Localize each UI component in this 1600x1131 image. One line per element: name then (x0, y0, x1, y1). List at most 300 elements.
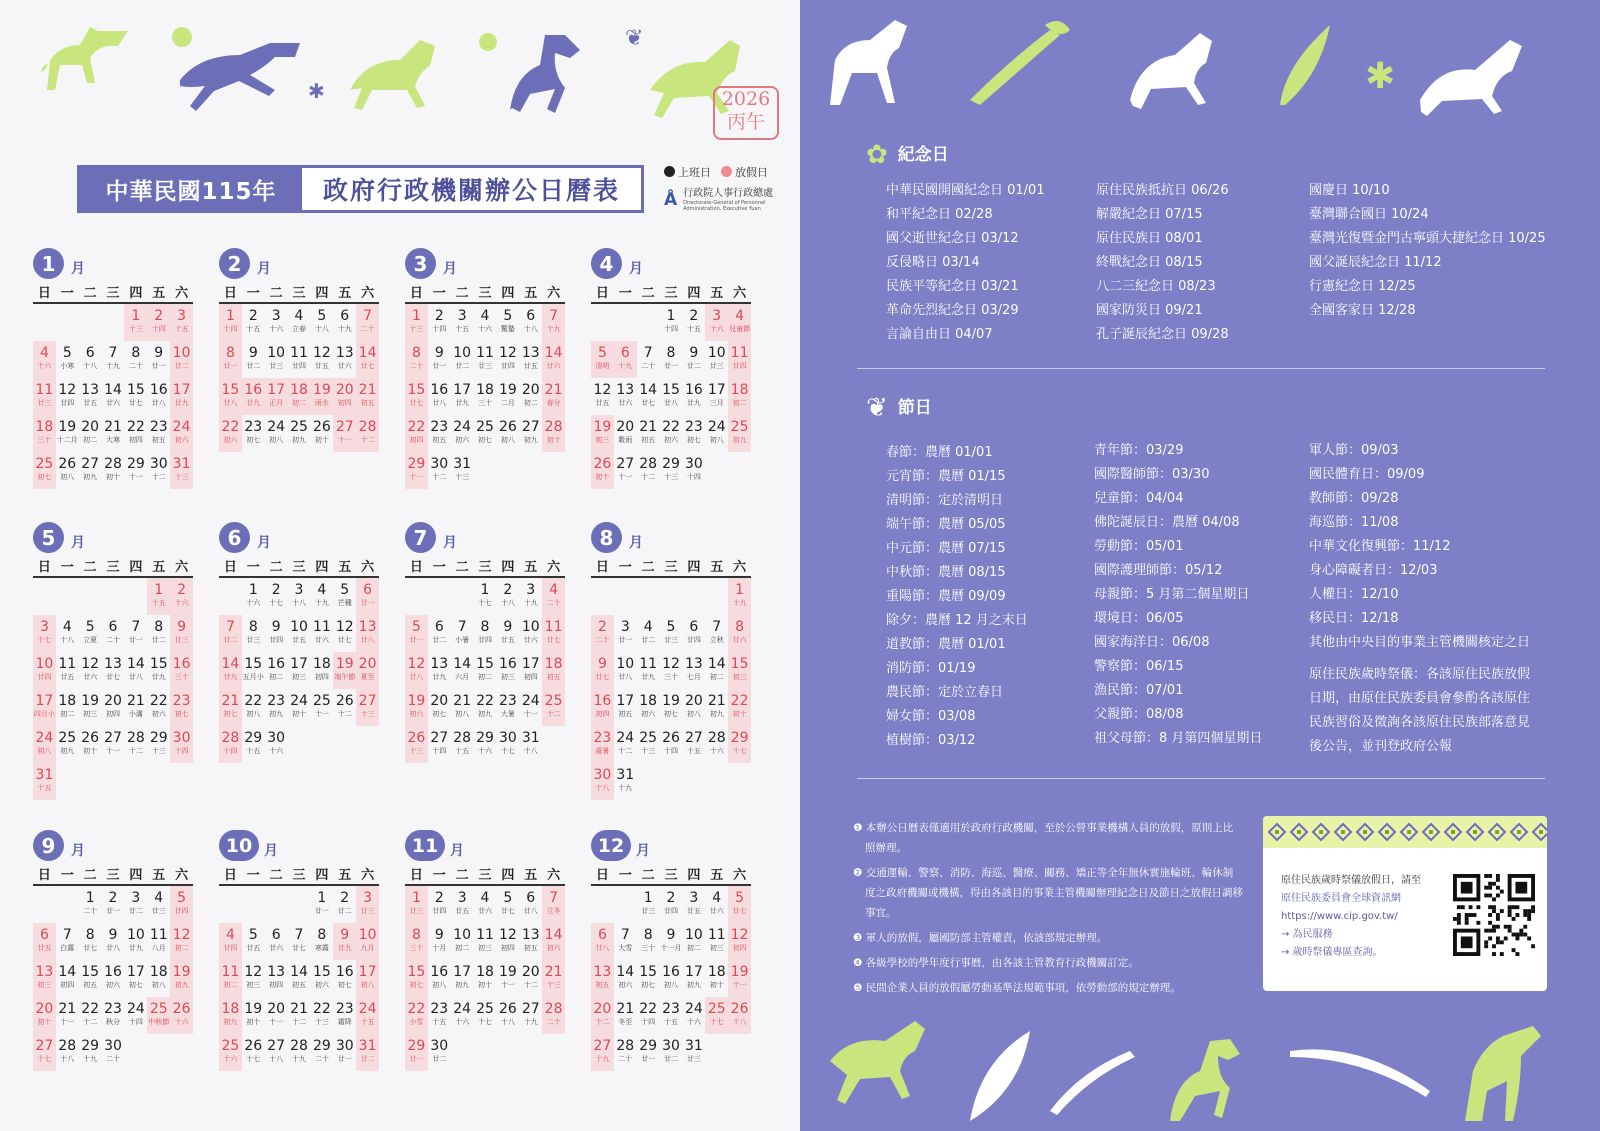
lunar-date: 十四 (641, 1018, 656, 1026)
lunar-date: 初八 (246, 710, 261, 718)
day-cell (637, 652, 660, 689)
day-grid (33, 886, 193, 1071)
month-header (219, 522, 379, 558)
day-number: 1 (643, 890, 653, 906)
month-header (405, 522, 565, 558)
day-number: 1 (225, 308, 235, 324)
festival-item: 勞動節：05/01 (1094, 539, 1184, 554)
lunar-date: 十三 (314, 1018, 329, 1026)
lunar-date: 初八 (664, 981, 678, 989)
lunar-date: 十五 (174, 325, 189, 333)
holiday-cell (219, 997, 242, 1034)
day-number: 2 (340, 890, 350, 906)
holiday-cell (170, 304, 193, 341)
weekday-label: 二 (83, 560, 97, 575)
weekday-label: 二 (455, 560, 469, 575)
day-number: 27 (521, 1001, 540, 1017)
day-number: 15 (221, 382, 240, 398)
day-cell (474, 652, 497, 689)
holiday-cell (265, 378, 288, 415)
day-cell (519, 689, 542, 726)
holiday-cell (728, 615, 751, 652)
lunar-date: 廿二 (128, 907, 143, 915)
empty-cell (33, 304, 56, 341)
day-number: 5 (735, 890, 745, 906)
day-number: 23 (104, 1001, 122, 1017)
holiday-cell (591, 763, 614, 800)
day-grid (591, 578, 751, 800)
day-number: 29 (149, 730, 168, 746)
holiday-cell (356, 578, 379, 615)
weekday-label: 三 (478, 286, 492, 301)
day-number: 30 (498, 730, 517, 746)
lunar-date: 初十 (478, 981, 492, 989)
festival-item: 母親節：5 月第二個星期日 (1094, 587, 1250, 602)
day-number: 15 (312, 964, 331, 980)
lunar-date: 初九 (478, 710, 492, 718)
weekday-header (219, 558, 379, 578)
day-cell (79, 689, 102, 726)
lunar-date: 十二 (618, 747, 633, 755)
day-number: 26 (58, 456, 77, 472)
day-cell (333, 689, 356, 726)
day-cell (474, 615, 497, 652)
lunar-date: 初六 (546, 944, 561, 952)
day-number: 30 (335, 1038, 354, 1054)
weekday-label: 日 (223, 286, 237, 301)
lunar-date: 十七 (709, 1018, 724, 1026)
day-cell (102, 689, 125, 726)
day-cell (333, 886, 356, 923)
day-cell (682, 923, 705, 960)
day-cell (102, 726, 125, 763)
day-cell (242, 997, 265, 1034)
holiday-cell (219, 960, 242, 997)
day-number: 8 (643, 927, 653, 943)
weekday-label: 六 (361, 560, 375, 575)
holiday-cell (33, 341, 56, 378)
day-number: 10 (358, 927, 377, 943)
festival-item: 國際醫師節：03/30 (1094, 467, 1210, 482)
day-number: 23 (172, 693, 191, 709)
holiday-cell (33, 652, 56, 689)
day-cell (519, 378, 542, 415)
holiday-cell (356, 652, 379, 689)
day-number: 4 (712, 890, 722, 906)
empty-cell (682, 578, 705, 615)
lunar-date: 二十 (314, 1055, 329, 1063)
holiday-cell (356, 960, 379, 997)
weekday-label: 四 (501, 560, 515, 575)
holiday-cell (219, 726, 242, 763)
day-number: 22 (476, 693, 494, 709)
day-number: 20 (521, 382, 540, 398)
day-number: 8 (248, 619, 258, 635)
lunar-date: 十五 (246, 747, 261, 755)
day-cell (79, 1034, 102, 1071)
festival-item: 青年節：03/29 (1094, 443, 1184, 458)
day-cell (310, 415, 333, 452)
day-cell (682, 378, 705, 415)
memorial-item: 民族平等紀念日 03/21 (886, 279, 1019, 294)
month-header (591, 522, 751, 558)
flower-icon (172, 27, 192, 47)
weekday-label: 三 (106, 868, 120, 883)
lunar-date: 廿七 (360, 362, 375, 370)
day-number: 28 (104, 456, 122, 472)
lunar-date: 三月 (709, 399, 724, 407)
lunar-date: 廿六 (546, 362, 561, 370)
weekday-label: 日 (223, 868, 237, 883)
day-cell (56, 652, 79, 689)
lunar-date: 十六 (174, 1018, 189, 1026)
lunar-date: 初四 (106, 710, 120, 718)
weekday-label: 三 (664, 560, 678, 575)
day-number: 23 (684, 419, 703, 435)
day-number: 6 (108, 619, 118, 635)
holiday-cell (405, 886, 428, 923)
lunar-date: 十六 (709, 325, 724, 333)
lunar-date: 小寒 (60, 362, 75, 370)
memorial-item: 革命先烈紀念日 03/29 (886, 303, 1019, 318)
day-number: 18 (149, 964, 168, 980)
holiday-cell (728, 886, 751, 923)
lunar-date: 二十 (641, 362, 656, 370)
empty-cell (451, 578, 474, 615)
right-decoration-top (800, 0, 1600, 120)
day-number: 11 (58, 656, 77, 672)
day-number: 28 (453, 730, 472, 746)
day-number: 17 (126, 964, 145, 980)
weekday-label: 一 (60, 560, 74, 575)
festival-item: 佛陀誕辰日：農曆 04/08 (1094, 515, 1240, 530)
lunar-date: 廿五 (60, 673, 75, 681)
day-number: 6 (434, 619, 444, 635)
weekday-label: 三 (292, 286, 306, 301)
day-cell (102, 615, 125, 652)
weekday-header (591, 866, 751, 886)
lunar-date: 廿五 (37, 944, 52, 952)
day-cell (682, 886, 705, 923)
lunar-date: 初八 (151, 981, 166, 989)
month-number: 3 (405, 248, 436, 279)
stamp-year: 2026 (721, 88, 771, 110)
holiday-cell (33, 689, 56, 726)
day-number: 20 (430, 693, 449, 709)
lunar-date: 秋分 (106, 1018, 120, 1026)
day-number: 13 (593, 964, 612, 980)
holiday-cell (356, 304, 379, 341)
lunar-date: 十六 (174, 599, 189, 607)
lunar-date: 十四 (128, 1018, 143, 1026)
day-cell (496, 415, 519, 452)
note-item: ❺ 民間企業人員的放假屬勞動基準法規範事項，依勞動部的規定辦理。 (853, 982, 1181, 994)
lunar-date: 十六 (269, 325, 284, 333)
day-number: 11 (35, 382, 54, 398)
day-number: 17 (707, 382, 726, 398)
lunar-date: 十九 (337, 325, 352, 333)
day-cell (242, 960, 265, 997)
lunar-date: 初五 (546, 673, 561, 681)
agency-icon: Å (664, 190, 678, 210)
festival-item: 除夕：農曆 12 月之末日 (886, 613, 1028, 628)
day-cell (451, 960, 474, 997)
day-cell (242, 652, 265, 689)
day-cell (288, 960, 311, 997)
day-cell (451, 689, 474, 726)
divider (857, 368, 1545, 369)
festival-item: 婦女節：03/08 (886, 709, 976, 724)
day-number: 29 (407, 456, 426, 472)
day-number: 29 (407, 1038, 426, 1054)
day-number: 25 (221, 1038, 240, 1054)
lunar-date: 初二 (60, 710, 75, 718)
lunar-date: 初九 (174, 981, 189, 989)
star-icon: ✱ (308, 79, 325, 103)
day-number: 20 (267, 1001, 286, 1017)
day-number: 10 (707, 345, 726, 361)
lunar-date: 廿三 (37, 399, 52, 407)
day-number: 18 (730, 382, 749, 398)
festival-item: 國際護理師節：05/12 (1094, 563, 1223, 578)
lunar-date: 廿五 (246, 944, 261, 952)
weekday-label: 五 (338, 560, 352, 575)
lunar-date: 初五 (292, 981, 306, 989)
holiday-cell (219, 415, 242, 452)
qr-link[interactable]: https://www.cip.gov.tw/ (1281, 911, 1398, 922)
day-cell (705, 415, 728, 452)
lunar-date: 廿二 (686, 362, 701, 370)
weekday-label: 三 (106, 560, 120, 575)
lunar-date: 廿八 (432, 399, 447, 407)
lunar-date: 廿三 (151, 907, 166, 915)
lunar-date: 初五 (83, 981, 98, 989)
lunar-date: 廿九 (128, 944, 143, 952)
day-number: 5 (503, 890, 513, 906)
lunar-date: 初十 (83, 747, 98, 755)
festival-item: 父親節：08/08 (1094, 707, 1184, 722)
lunar-date: 廿八 (523, 907, 538, 915)
lunar-date: 十八 (314, 325, 329, 333)
lunar-date: 十四 (223, 747, 238, 755)
day-number: 27 (358, 693, 377, 709)
lunar-date: 廿八 (128, 673, 143, 681)
day-cell (428, 960, 451, 997)
weekday-label: 三 (478, 868, 492, 883)
day-number: 24 (684, 1001, 703, 1017)
day-cell (519, 997, 542, 1034)
day-cell (124, 923, 147, 960)
day-cell (451, 923, 474, 960)
day-cell (56, 923, 79, 960)
day-number: 4 (480, 890, 490, 906)
lunar-date: 廿一 (128, 636, 143, 644)
month-suffix: 月 (257, 535, 271, 551)
empty-cell (79, 578, 102, 615)
weekday-label: 一 (246, 868, 260, 883)
weekday-header (33, 558, 193, 578)
lunar-date: 四月小 (33, 710, 55, 718)
festival-note-line: 日期，由原住民族委員會參酌各該原住 (1309, 691, 1531, 706)
holiday-cell (356, 415, 379, 452)
holiday-cell (333, 923, 356, 960)
lunar-date: 二十 (106, 1055, 120, 1063)
lunar-date: 十二 (432, 473, 447, 481)
star-icon: ✱ (1365, 56, 1396, 97)
day-number: 4 (735, 308, 745, 324)
day-number: 12 (498, 927, 517, 943)
lunar-date: 廿四 (292, 362, 306, 370)
day-number: 28 (221, 730, 240, 746)
lunar-date: 廿五 (595, 399, 610, 407)
holiday-cell (333, 378, 356, 415)
day-cell (428, 452, 451, 489)
qr-code-icon[interactable] (1453, 874, 1535, 956)
day-cell (428, 615, 451, 652)
month-number: 10 (219, 830, 259, 861)
festival-item: 漁民節：07/01 (1094, 683, 1184, 698)
weekday-label: 四 (501, 868, 515, 883)
horse-icon (180, 43, 300, 111)
day-number: 9 (689, 345, 699, 361)
day-number: 21 (221, 693, 240, 709)
weekday-label: 五 (152, 286, 166, 301)
weekday-label: 四 (687, 560, 701, 575)
day-number: 4 (225, 927, 235, 943)
year-stamp (713, 86, 779, 140)
day-number: 15 (476, 656, 494, 672)
day-cell (451, 615, 474, 652)
holiday-cell (219, 652, 242, 689)
day-number: 21 (707, 693, 726, 709)
day-cell (451, 378, 474, 415)
day-number: 3 (457, 890, 467, 906)
weekday-label: 二 (641, 868, 655, 883)
day-cell (265, 923, 288, 960)
day-number: 19 (244, 1001, 263, 1017)
day-number: 26 (172, 1001, 191, 1017)
lunar-date: 十九 (523, 1018, 538, 1026)
weekday-label: 六 (547, 560, 561, 575)
weekday-label: 日 (409, 560, 423, 575)
holiday-cell (542, 689, 565, 726)
day-number: 8 (411, 345, 421, 361)
empty-cell (705, 578, 728, 615)
day-number: 5 (340, 582, 350, 598)
day-number: 16 (684, 382, 703, 398)
holiday-cell (170, 652, 193, 689)
day-cell (451, 726, 474, 763)
day-cell (102, 960, 125, 997)
day-cell (310, 341, 333, 378)
day-number: 18 (221, 1001, 240, 1017)
day-cell (147, 689, 170, 726)
lunar-date: 十七 (732, 747, 747, 755)
day-number: 27 (104, 730, 122, 746)
holiday-cell (705, 304, 728, 341)
day-cell (451, 886, 474, 923)
lunar-date: 廿五 (83, 399, 98, 407)
flower-icon (479, 33, 497, 51)
day-number: 19 (593, 419, 612, 435)
day-number: 26 (593, 456, 612, 472)
holiday-cell (591, 415, 614, 452)
holiday-cell (542, 341, 565, 378)
weekday-label: 二 (641, 560, 655, 575)
day-number: 1 (411, 308, 421, 324)
month-number: 2 (219, 248, 250, 279)
day-cell (310, 689, 333, 726)
day-number: 14 (221, 656, 240, 672)
day-cell (682, 415, 705, 452)
day-number: 24 (290, 693, 308, 709)
day-cell (496, 378, 519, 415)
day-number: 17 (35, 693, 54, 709)
lunar-date: 初八 (432, 981, 447, 989)
day-number: 19 (730, 964, 749, 980)
weekday-label: 日 (409, 286, 423, 301)
day-grid (219, 578, 379, 763)
lunar-date: 初九 (686, 981, 701, 989)
day-grid (219, 886, 379, 1071)
day-cell (242, 341, 265, 378)
day-number: 30 (172, 730, 191, 746)
holiday-cell (405, 415, 428, 452)
flower-icon (970, 21, 1070, 105)
day-number: 8 (411, 927, 421, 943)
day-cell (682, 689, 705, 726)
day-grid (591, 886, 751, 1071)
memorial-item: 全國客家日 12/28 (1309, 303, 1416, 318)
lunar-date: 初五 (523, 944, 538, 952)
day-number: 21 (358, 382, 377, 398)
day-cell (288, 304, 311, 341)
day-number: 26 (498, 419, 517, 435)
month-suffix: 月 (257, 261, 271, 277)
day-cell (705, 726, 728, 763)
lunar-date: 初十 (546, 436, 561, 444)
day-number: 18 (290, 382, 308, 398)
holiday-cell (705, 997, 728, 1034)
lunar-date: 廿七 (595, 673, 610, 681)
empty-cell (79, 304, 102, 341)
day-number: 16 (593, 693, 612, 709)
holiday-cell (356, 378, 379, 415)
holiday-cell (728, 415, 751, 452)
title-main: 中華民國115年 (80, 168, 302, 210)
day-number: 9 (248, 345, 258, 361)
weekday-label: 日 (595, 868, 609, 883)
lunar-date: 廿二 (223, 636, 238, 644)
day-number: 28 (126, 730, 145, 746)
festival-item: 警察節：06/15 (1094, 659, 1184, 674)
lunar-date: 廿一 (618, 636, 633, 644)
lunar-date: 廿一 (337, 1055, 352, 1063)
lunar-date: 初九 (292, 436, 306, 444)
day-number: 28 (58, 1038, 77, 1054)
day-number: 28 (358, 419, 377, 435)
lunar-date: 廿二 (151, 636, 166, 644)
day-cell (124, 689, 147, 726)
day-number: 5 (177, 890, 187, 906)
month-header (219, 248, 379, 284)
day-number: 26 (312, 419, 331, 435)
day-number: 27 (35, 1038, 54, 1054)
day-number: 16 (498, 656, 517, 672)
day-number: 20 (104, 693, 122, 709)
day-number: 18 (312, 656, 331, 672)
lunar-date: 廿一 (151, 362, 166, 370)
